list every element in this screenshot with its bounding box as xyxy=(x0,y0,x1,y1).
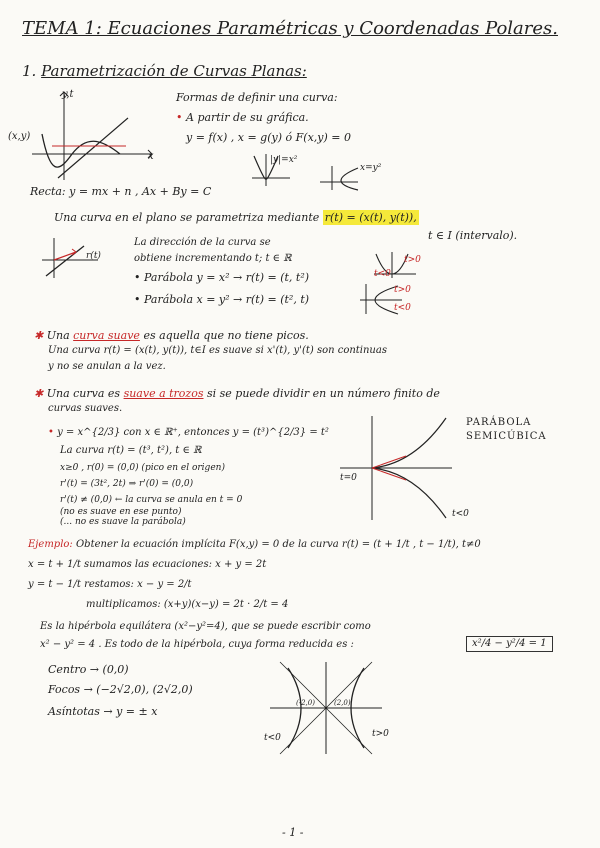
semicubic-note: PARÁBOLA SEMICÚBICA xyxy=(466,417,547,442)
example-line-4: multiplicamos: (x+y)(x−y) = 2t · 2/t = 4 xyxy=(86,599,289,610)
param-interval: t ∈ I (intervalo). xyxy=(428,229,518,242)
recta-text: Recta: y = mx + n , Ax + By = C xyxy=(30,185,212,198)
graph-curve-axes xyxy=(28,88,158,188)
direccion-line-2: obtiene incrementando t; t ∈ ℝ xyxy=(134,253,292,264)
example-line-3: y = t − 1/t restamos: x − y = 2/t xyxy=(28,579,192,590)
asintotas-text: Asíntotas → y = ± x xyxy=(48,705,158,718)
graph1-side-label: (x,y) xyxy=(8,131,31,142)
semicubic-line-5: r'(t) ≠ (0,0) ← la curva se anula en t = 0 xyxy=(60,495,243,505)
section-number: 1. xyxy=(22,62,37,80)
hyperbola-label-tpos: t>0 xyxy=(372,729,389,739)
suave-line-1: ✱ Una curva suave es aquella que no tiene picos. xyxy=(34,329,309,342)
suave-line-2: Una curva r(t) = (x(t), y(t)), t∈I es suave si x'(t), y'(t) son continuas xyxy=(48,345,387,356)
trozos-line-1: ✱ Una curva es suave a trozos si se puede dividir en un número finito de xyxy=(34,387,440,400)
semicubic-line-2: La curva r(t) = (t³, t²), t ∈ ℝ xyxy=(60,445,202,456)
reduced-form-box: x²/4 − y²/4 = 1 xyxy=(466,636,553,652)
formas-equation: y = f(x) , x = g(y) ó F(x,y) = 0 xyxy=(186,131,351,144)
page-title: TEMA 1: Ecuaciones Paramétricas y Coordenadas Polares. xyxy=(22,18,558,39)
suave-line-3: y no se anulan a la vez. xyxy=(48,361,166,372)
graph1-y-label: y,t xyxy=(62,89,74,100)
eq-small-2: x=y² xyxy=(360,163,382,173)
trozos-line-2: curvas suaves. xyxy=(48,403,123,414)
graph-semicubic-parabola xyxy=(336,412,456,524)
hyperbola-vertex-left: (-2,0) xyxy=(296,699,315,707)
section-heading xyxy=(22,64,307,79)
graph-hyperbola xyxy=(266,658,386,758)
example-line-6: x² − y² = 4 . Es todo de la hipérbola, cuya forma reducida es : xyxy=(40,639,354,650)
page-number: - 1 - xyxy=(282,826,304,839)
eq-small-1: |y|=x² xyxy=(270,155,298,165)
semicubic-line-3: x≥0 , r(0) = (0,0) (pico en el origen) xyxy=(60,463,225,473)
hyperbola-label-tneg: t<0 xyxy=(264,733,281,743)
param-highlight: r(t) = (x(t), y(t)), xyxy=(324,211,417,224)
semicubic-label-tneg: t<0 xyxy=(452,509,469,519)
semicubic-line-4: r'(t) = (3t², 2t) ⇒ r'(0) = (0,0) xyxy=(60,479,194,489)
semicubic-line-1: • y = x^{2/3} con x ∈ ℝ⁺, entonces y = (t³)^{2/3} = t² xyxy=(48,427,329,438)
semicubic-line-7: (... no es suave la parábola) xyxy=(60,517,186,527)
parabola-line-2: • Parábola x = y² → r(t) = (t², t) xyxy=(134,293,310,306)
section-title: Parametrización de Curvas Planas: xyxy=(41,62,307,80)
graph1-x-label: x xyxy=(148,151,154,162)
semicubic-line-6: (no es suave en ese punto) xyxy=(60,507,182,517)
param-intro: Una curva en el plano se parametriza mediante r(t) = (x(t), y(t)), xyxy=(54,211,417,224)
formas-heading: Formas de definir una curva: xyxy=(176,91,338,104)
centro-text: Centro → (0,0) xyxy=(48,663,129,676)
example-line-5: Es la hipérbola equilátera (x²−y²=4), que se puede escribir como xyxy=(40,621,371,632)
example-line-1: Ejemplo: Obtener la ecuación implícita F(x,y) = 0 de la curva r(t) = (t + 1/t , t − 1/t), t≠0 xyxy=(28,539,481,550)
semicubic-label-t0: t=0 xyxy=(340,473,357,483)
focos-text: Focos → (−2√2,0), (2√2,0) xyxy=(48,683,193,696)
example-line-2: x = t + 1/t sumamos las ecuaciones: x + y = 2t xyxy=(28,559,267,570)
parabola-line-1: • Parábola y = x² → r(t) = (t, t²) xyxy=(134,271,310,284)
parabola-label-3: t>0 xyxy=(394,285,411,295)
direction-graph-label: r(t) xyxy=(86,251,101,261)
direccion-line-1: La dirección de la curva se xyxy=(134,237,271,248)
parabola-label-4: t<0 xyxy=(394,303,411,313)
parabola-label-1: t>0 xyxy=(404,255,421,265)
formas-bullet-1: • A partir de su gráfica. xyxy=(176,111,309,124)
hyperbola-vertex-right: (2,0) xyxy=(334,699,351,707)
parabola-label-2: t<0 xyxy=(374,269,391,279)
